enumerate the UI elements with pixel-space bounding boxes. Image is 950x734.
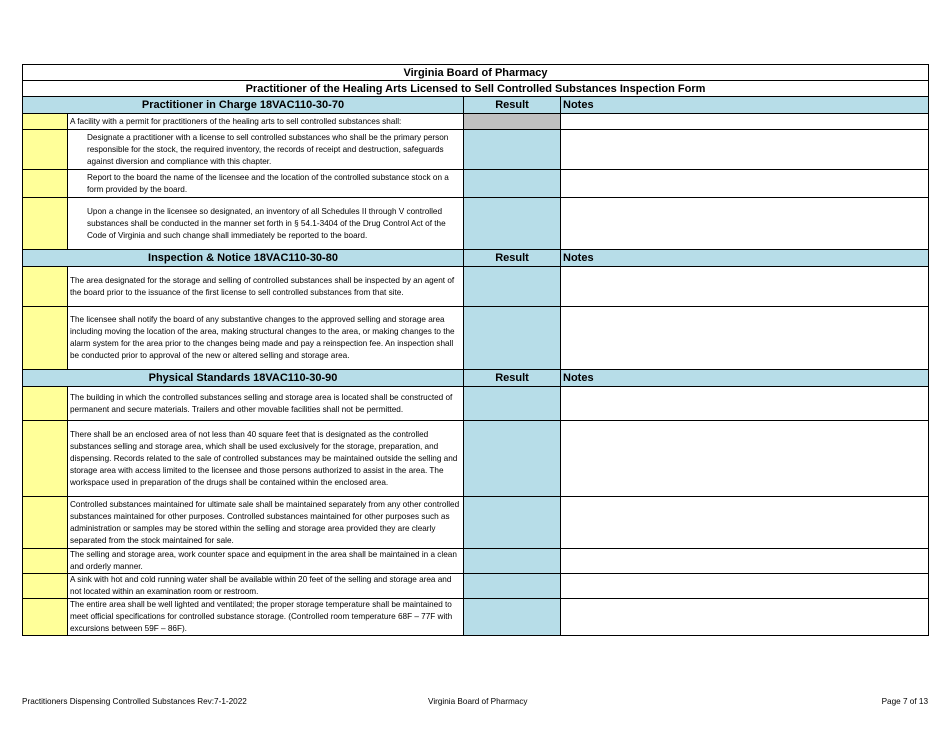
notes-cell[interactable] bbox=[561, 267, 929, 307]
row-marker bbox=[23, 599, 68, 636]
table-row bbox=[23, 549, 929, 574]
table-row bbox=[23, 387, 929, 421]
result-cell[interactable] bbox=[464, 170, 561, 198]
notes-cell[interactable] bbox=[561, 130, 929, 170]
result-cell[interactable] bbox=[464, 497, 561, 549]
row-marker bbox=[23, 574, 68, 599]
notes-column-header: Notes bbox=[561, 370, 929, 387]
result-cell[interactable] bbox=[464, 421, 561, 497]
form-title: Practitioner of the Healing Arts Licensed to Sell Controlled Substances Inspection Form bbox=[23, 81, 929, 97]
board-title-row bbox=[23, 65, 929, 81]
notes-cell[interactable] bbox=[561, 421, 929, 497]
notes-cell[interactable] bbox=[561, 387, 929, 421]
table-row bbox=[23, 497, 929, 549]
section-heading: Practitioner in Charge 18VAC110-30-70 bbox=[23, 97, 464, 114]
board-title: Virginia Board of Pharmacy bbox=[23, 65, 929, 81]
notes-cell[interactable] bbox=[561, 198, 929, 250]
result-column-header: Result bbox=[464, 370, 561, 387]
section-header-physical-standards bbox=[23, 370, 929, 387]
table-row bbox=[23, 599, 929, 636]
inspection-form bbox=[22, 64, 928, 636]
result-cell[interactable] bbox=[464, 307, 561, 370]
notes-column-header: Notes bbox=[561, 250, 929, 267]
result-column-header: Result bbox=[464, 97, 561, 114]
result-cell bbox=[464, 114, 561, 130]
row-marker bbox=[23, 497, 68, 549]
row-marker bbox=[23, 267, 68, 307]
notes-cell[interactable] bbox=[561, 114, 929, 130]
row-marker bbox=[23, 307, 68, 370]
footer-page-number: Page 7 of 13 bbox=[881, 697, 928, 706]
form-title-row bbox=[23, 81, 929, 97]
section-header-practitioner-in-charge bbox=[23, 97, 929, 114]
requirement-text: The building in which the controlled substances selling and storage area is located shall be constructed of permanent and secure materials. Trailers and other movable facilities shall not be permitted. bbox=[68, 387, 464, 421]
result-cell[interactable] bbox=[464, 267, 561, 307]
requirement-text: Controlled substances maintained for ultimate sale shall be maintained separately from any other controlled substances maintained for other purposes. Controlled substances maintained for other purposes such as administration or samples may be stored within the selling and storage area provided they are clearly separated from the stock maintained for sale. bbox=[68, 497, 464, 549]
table-row bbox=[23, 421, 929, 497]
result-cell[interactable] bbox=[464, 574, 561, 599]
footer-left: Practitioners Dispensing Controlled Substances Rev:7-1-2022 bbox=[22, 697, 247, 706]
table-row bbox=[23, 130, 929, 170]
row-marker bbox=[23, 114, 68, 130]
row-marker bbox=[23, 170, 68, 198]
result-cell[interactable] bbox=[464, 198, 561, 250]
notes-cell[interactable] bbox=[561, 307, 929, 370]
notes-cell[interactable] bbox=[561, 170, 929, 198]
notes-cell[interactable] bbox=[561, 574, 929, 599]
section-header-inspection-notice bbox=[23, 250, 929, 267]
row-marker bbox=[23, 130, 68, 170]
footer-center: Virginia Board of Pharmacy bbox=[428, 697, 528, 706]
requirement-text: The selling and storage area, work counter space and equipment in the area shall be maintained in a clean and orderly manner. bbox=[68, 549, 464, 574]
requirement-text: A facility with a permit for practitioners of the healing arts to sell controlled substances shall: bbox=[68, 114, 464, 130]
result-cell[interactable] bbox=[464, 549, 561, 574]
table-row bbox=[23, 198, 929, 250]
row-marker bbox=[23, 549, 68, 574]
requirement-text: There shall be an enclosed area of not less than 40 square feet that is designated as the controlled substances selling and storage area, which shall be used exclusively for the storage, preparation, and dispensing. Records related to the sale of controlled substances may be maintained outside the selling and storage area with access limited to the licensee and those persons authorized to assist in the area. The workspace used in preparation of the drugs shall be contained within the enclosed area. bbox=[68, 421, 464, 497]
requirement-text: A sink with hot and cold running water shall be available within 20 feet of the selling and storage area and not located within an examination room or restroom. bbox=[68, 574, 464, 599]
result-cell[interactable] bbox=[464, 387, 561, 421]
notes-cell[interactable] bbox=[561, 549, 929, 574]
requirement-text: Report to the board the name of the licensee and the location of the controlled substance stock on a form provided by the board. bbox=[68, 170, 464, 198]
section-heading: Physical Standards 18VAC110-30-90 bbox=[23, 370, 464, 387]
requirement-text: Upon a change in the licensee so designated, an inventory of all Schedules II through V controlled substances shall be conducted in the manner set forth in § 54.1-3404 of the Drug Control Act of the Code of Virginia and such change shall immediately be reported to the board. bbox=[68, 198, 464, 250]
requirement-text: Designate a practitioner with a license to sell controlled substances who shall be the primary person responsible for the stock, the required inventory, the records of receipt and destruction, safeguards against diversion and compliance with this chapter. bbox=[68, 130, 464, 170]
row-marker bbox=[23, 198, 68, 250]
result-cell[interactable] bbox=[464, 599, 561, 636]
result-cell[interactable] bbox=[464, 130, 561, 170]
row-marker bbox=[23, 421, 68, 497]
requirement-text: The entire area shall be well lighted and ventilated; the proper storage temperature shall be maintained to meet official specifications for controlled substance storage. (Controlled room temperature 68F – 77F with excursions between 59F – 86F). bbox=[68, 599, 464, 636]
notes-cell[interactable] bbox=[561, 599, 929, 636]
table-row bbox=[23, 574, 929, 599]
section-heading: Inspection & Notice 18VAC110-30-80 bbox=[23, 250, 464, 267]
requirement-text: The area designated for the storage and selling of controlled substances shall be inspected by an agent of the board prior to the issuance of the first license to sell controlled substances from that site. bbox=[68, 267, 464, 307]
inspection-table bbox=[22, 64, 929, 636]
table-row bbox=[23, 267, 929, 307]
notes-cell[interactable] bbox=[561, 497, 929, 549]
table-row bbox=[23, 307, 929, 370]
table-row bbox=[23, 170, 929, 198]
requirement-text: The licensee shall notify the board of any substantive changes to the approved selling and storage area including moving the location of the area, making structural changes to the area, or making changes to the alarm system for the area prior to the changes being made and pay a reinspection fee. An inspection shall be conducted prior to approval of the new or altered selling and storage area. bbox=[68, 307, 464, 370]
row-marker bbox=[23, 387, 68, 421]
table-row bbox=[23, 114, 929, 130]
result-column-header: Result bbox=[464, 250, 561, 267]
notes-column-header: Notes bbox=[561, 97, 929, 114]
